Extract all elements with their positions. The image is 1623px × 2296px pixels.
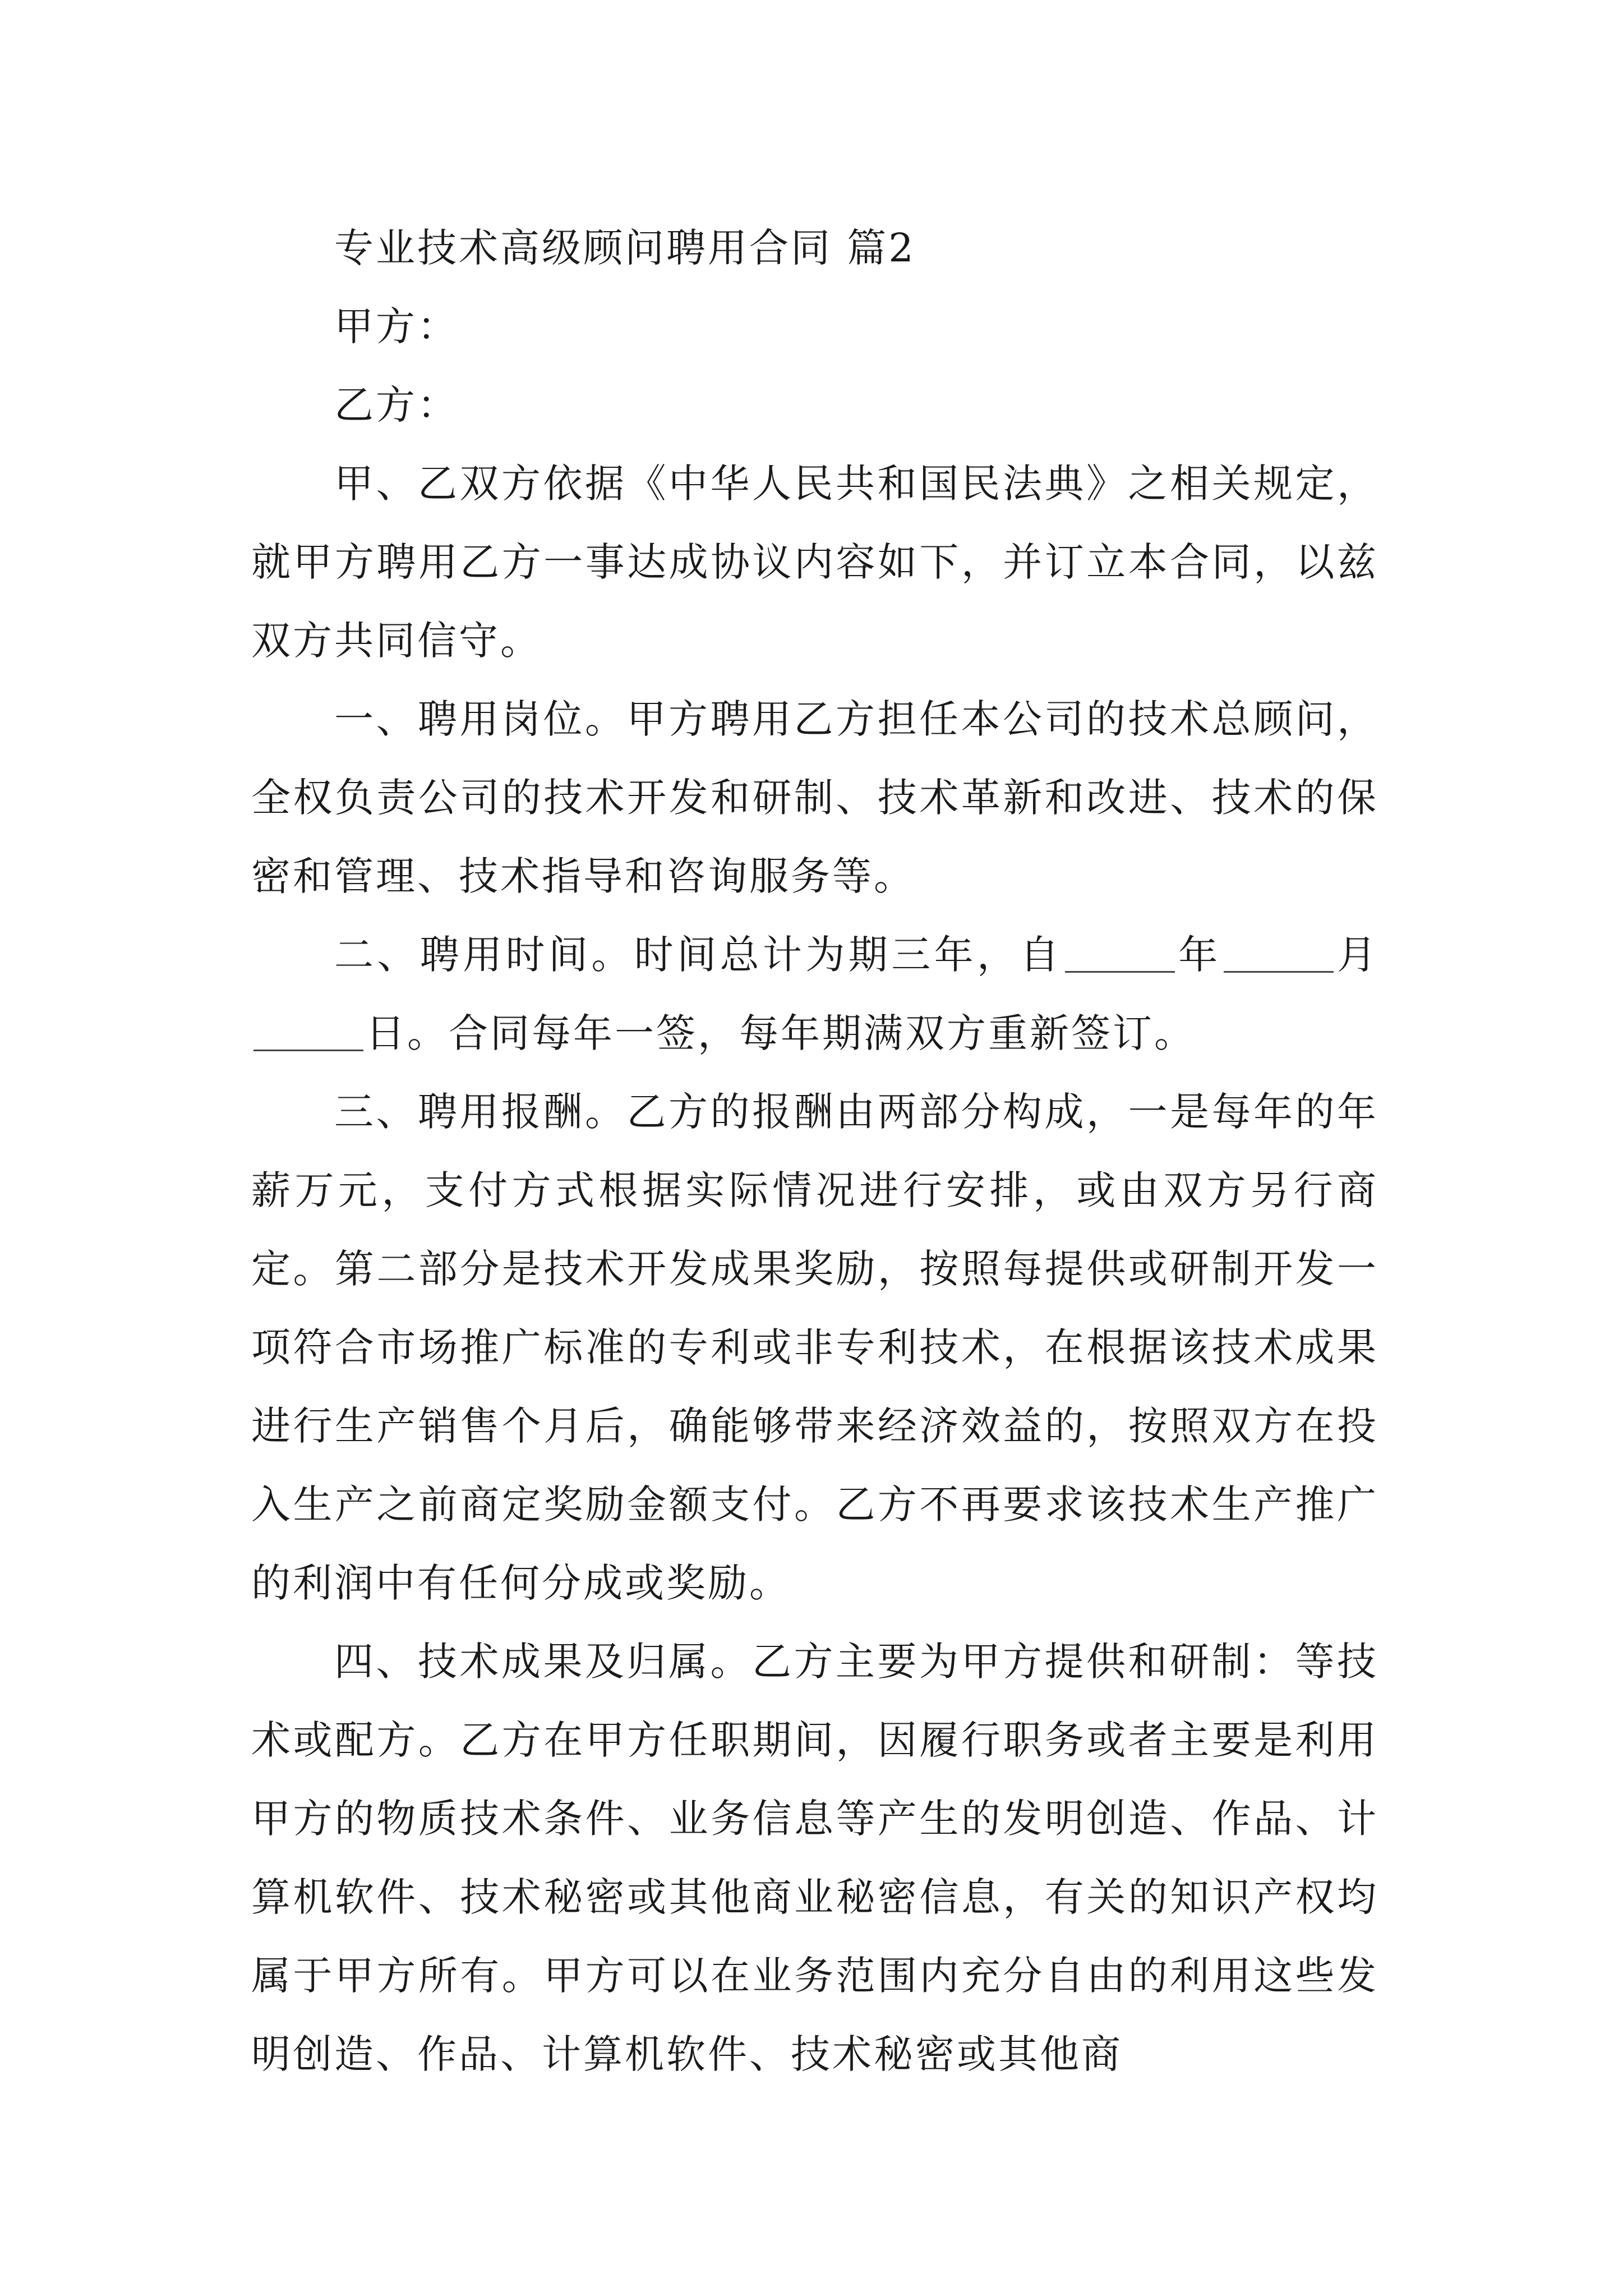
- party-a-line: 甲方：: [334, 303, 459, 349]
- month-label: 月: [1335, 932, 1379, 978]
- party-b-line: 乙方：: [334, 382, 459, 428]
- clause-2-paragraph: [251, 915, 1378, 1073]
- clause-3-paragraph: 三、聘用报酬。乙方的报酬由两部分构成，一是每年的年薪万元，支付方式根据实际情况进行安排，或由双方另行商定。第二部分是技术开发成果奖励，按照每提供或研制开发一项符合市场推广标准的专利或非专利技术，在根据该技术成果进行生产销售个月后，确能够带来经济效益的，按照双方在投入生产之前商定奖励金额支付。乙方不再要求该技术生产推广的利润中有任何分成或奖励。: [251, 1089, 1378, 1606]
- clause-2-text-start: 二、聘用时间。时间总计为期三年，自: [334, 932, 1063, 978]
- year-blank: [1065, 932, 1175, 973]
- preamble-paragraph: 甲、乙双方依据《中华人民共和国民法典》之相关规定，就甲方聘用乙方一事达成协议内容如下，并订立本合同，以兹双方共同信守。: [251, 461, 1378, 664]
- document-body: [251, 209, 1378, 2093]
- month-blank: [1224, 932, 1334, 973]
- clause-2-text-end: 日。合同每年一签，每年期满双方重新签订。: [366, 1010, 1196, 1056]
- clause-4-paragraph: 四、技术成果及归属。乙方主要为甲方提供和研制：等技术或配方。乙方在甲方任职期间，因履行职务或者主要是利用甲方的物质技术条件、业务信息等产生的发明创造、作品、计算机软件、技术秘密或其他商业秘密信息，有关的知识产权均属于甲方所有。甲方可以在业务范围内充分自由的利用这些发明创造、作品、计算机软件、技术秘密或其他商: [251, 1639, 1378, 2077]
- document-title: 专业技术高级顾问聘用合同 篇2: [334, 225, 916, 271]
- year-label: 年: [1177, 932, 1221, 978]
- day-blank: [253, 1010, 363, 1051]
- clause-1-paragraph: 一、聘用岗位。甲方聘用乙方担任本公司的技术总顾问，全权负责公司的技术开发和研制、技术革新和改进、技术的保密和管理、技术指导和咨询服务等。: [251, 696, 1378, 899]
